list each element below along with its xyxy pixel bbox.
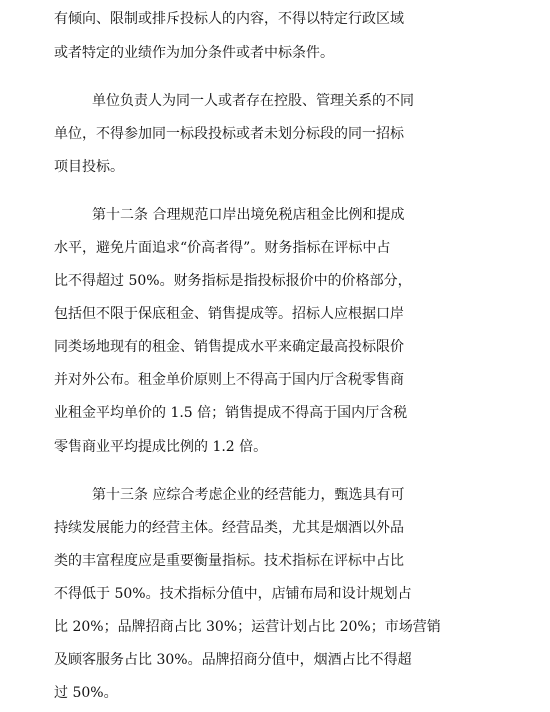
text-line: 业租金平均单价的 1.5 倍；销售提成不得高于国内厅含税: [54, 405, 408, 422]
text-line: 项目投标。: [54, 159, 124, 176]
text-line: 过 50%。: [54, 684, 118, 701]
text-line: 水平，避免片面追求“价高者得”。财务指标在评标中占: [54, 240, 391, 257]
text-line: 或者特定的业绩作为加分条件或者中标条件。: [54, 44, 334, 61]
text-line: 零售商业平均提成比例的 1.2 倍。: [54, 438, 268, 455]
article-13-heading-line: 第十三条 应综合考虑企业的经营能力，甄选具有可: [92, 486, 405, 503]
text-line: 单位，不得参加同一标段投标或者未划分标段的同一招标: [54, 126, 404, 143]
text-line: 不得低于 50%。技术指标分值中，店铺布局和设计规划占: [54, 585, 412, 602]
text-line: 有倾向、限制或排斥投标人的内容，不得以特定行政区域: [54, 10, 404, 27]
text-line: 并对外公布。租金单价原则上不得高于国内厅含税零售商: [54, 372, 404, 389]
text-line: 类的丰富程度应是重要衡量指标。技术指标在评标中占比: [54, 552, 404, 569]
text-line: 比不得超过 50%。财务指标是指投标报价中的价格部分，: [54, 273, 412, 290]
text-line: 持续发展能力的经营主体。经营品类，尤其是烟酒以外品: [54, 519, 404, 536]
text-line: 及顾客服务占比 30%。品牌招商分值中，烟酒占比不得超: [54, 651, 412, 668]
text-line: 包括但不限于保底租金、销售提成等。招标人应根据口岸: [54, 306, 404, 323]
text-line: 单位负责人为同一人或者存在控股、管理关系的不同: [92, 93, 414, 110]
article-12-heading-line: 第十二条 合理规范口岸出境免税店租金比例和提成: [92, 207, 405, 224]
text-line: 同类场地现有的租金、销售提成水平来确定最高投标限价: [54, 339, 404, 356]
text-line: 比 20%；品牌招商占比 30%；运营计划占比 20%；市场营销: [54, 618, 441, 635]
